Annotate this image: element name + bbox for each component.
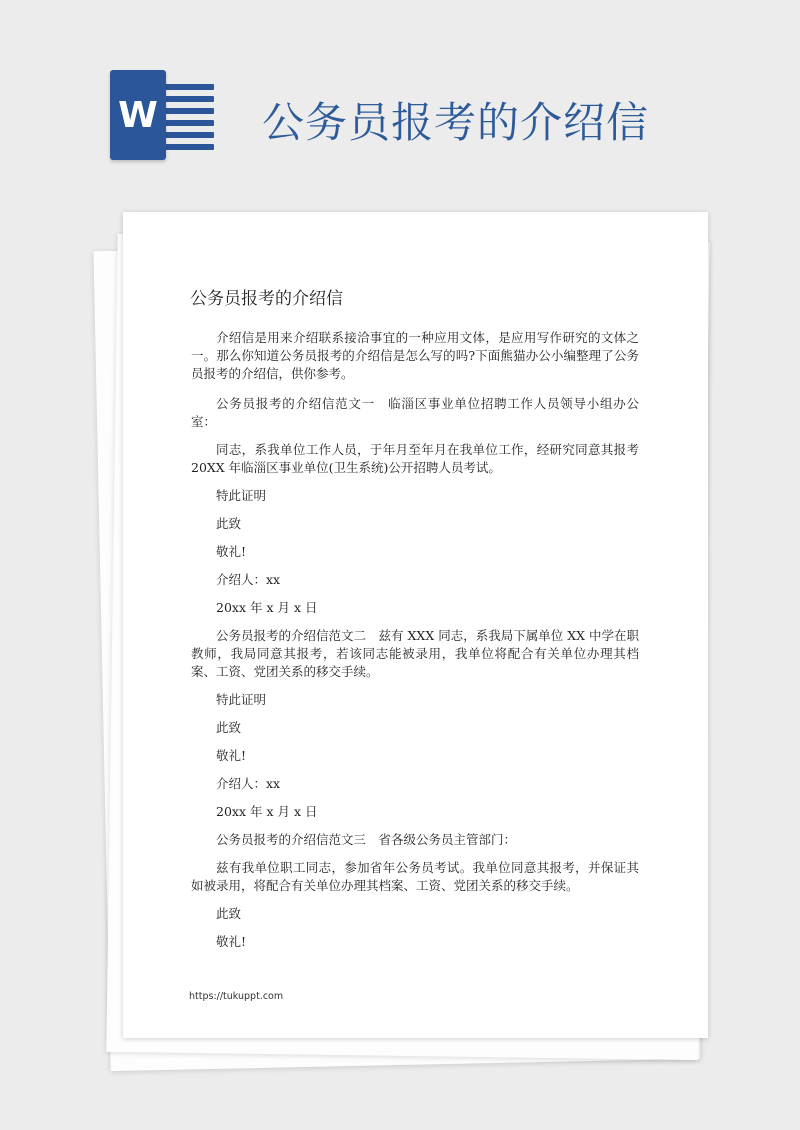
header xyxy=(0,0,800,210)
document-paragraph: 敬礼! xyxy=(216,934,247,949)
word-logo-letter: W xyxy=(110,70,166,160)
document-paragraph: 特此证明 xyxy=(216,488,267,503)
document-paragraph: 公务员报考的介绍信范文一 临淄区事业单位招聘工作人员领导小组办公室： xyxy=(191,396,639,429)
document-paragraph: 兹有我单位职工同志，参加省年公务员考试。我单位同意其报考，并保证其如被录用，将配合有关单位办理其档案、工资、党团关系的移交手续。 xyxy=(191,860,639,893)
footer-url: https://tukuppt.com xyxy=(189,991,284,1002)
document-paragraph: 公务员报考的介绍信范文三 省各级公务员主管部门： xyxy=(216,832,517,847)
document-page xyxy=(123,212,708,1038)
document-paragraph: 公务员报考的介绍信范文二 兹有 XXX 同志，系我局下属单位 XX 中学在职教师，我局同意其报考，若该同志能被录用，我单位将配合有关单位办理其档案、工资、党团关系的移交手续。 xyxy=(191,628,639,679)
document-paragraph: 20xx 年 x 月 x 日 xyxy=(216,804,318,819)
document-paragraph: 20xx 年 x 月 x 日 xyxy=(216,600,318,615)
document-paragraph: 此致 xyxy=(216,906,242,921)
document-paragraph: 介绍人：xx xyxy=(216,776,281,791)
document-paragraph: 同志，系我单位工作人员，于年月至年月在我单位工作，经研究同意其报考 20XX 年临淄区事业单位(卫生系统)公开招聘人员考试。 xyxy=(191,442,639,475)
page-title: 公务员报考的介绍信 xyxy=(262,98,650,147)
document-paragraph: 此致 xyxy=(216,516,242,531)
document-paragraph: 介绍人：xx xyxy=(216,572,281,587)
document-paragraph: 介绍信是用来介绍联系接洽事宜的一种应用文体，是应用写作研究的文体之一。那么你知道公务员报考的介绍信是怎么写的吗?下面熊猫办公小编整理了公务员报考的介绍信，供你参考。 xyxy=(191,330,639,381)
document-paragraph: 敬礼! xyxy=(216,748,247,763)
document-paragraph: 敬礼! xyxy=(216,544,247,559)
word-document-icon xyxy=(110,70,220,160)
document-title: 公务员报考的介绍信 xyxy=(190,289,343,309)
document-paragraph: 此致 xyxy=(216,720,242,735)
document-body xyxy=(191,329,639,951)
document-paragraph: 特此证明 xyxy=(216,692,267,707)
